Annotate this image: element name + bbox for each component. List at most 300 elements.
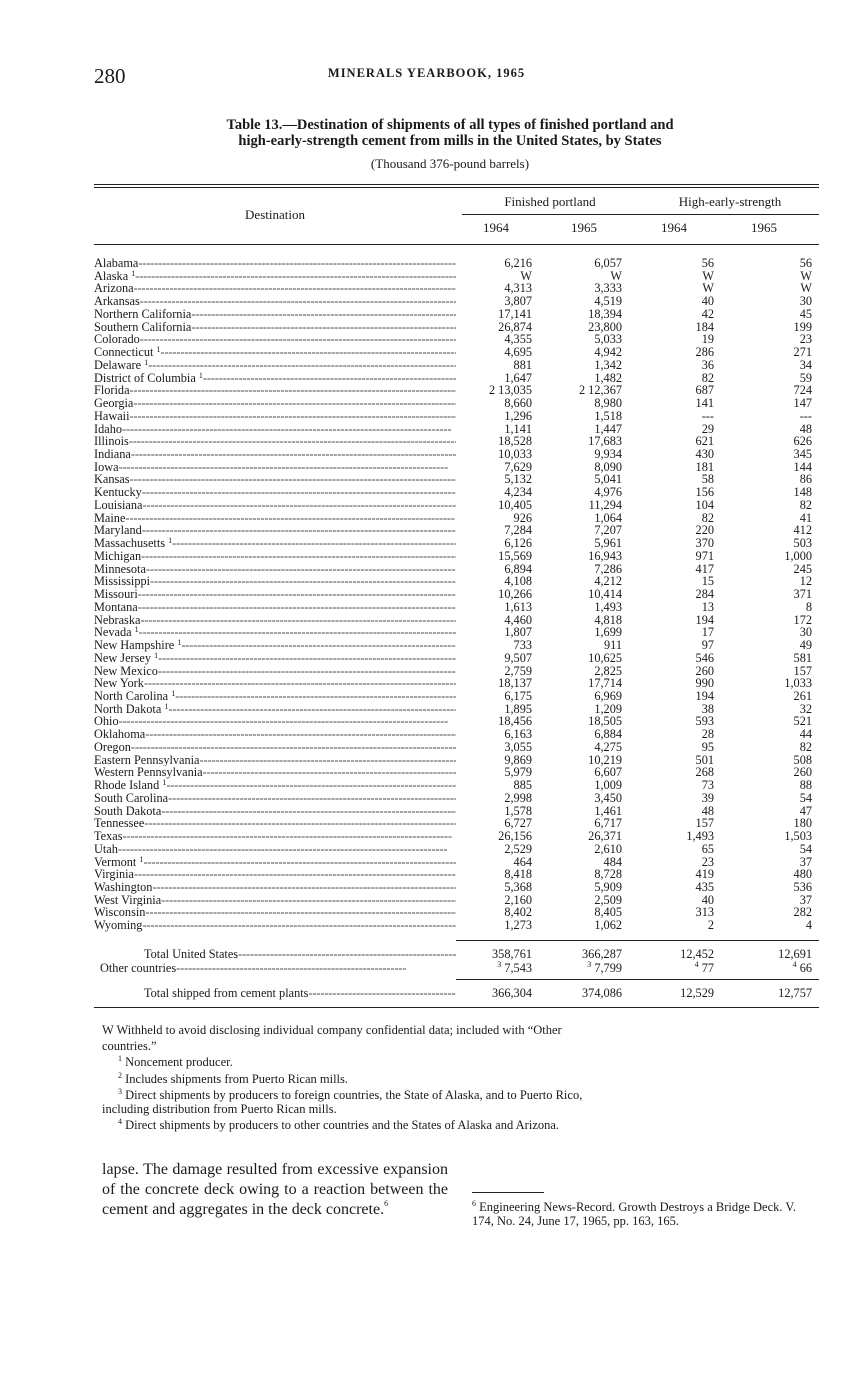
row-value: 926: [513, 510, 532, 525]
row-value: 1,000: [784, 548, 812, 563]
footnote-3-cont: including distribution from Puerto Rican mills.: [102, 1102, 337, 1116]
row-destination: Eastern Pennsylvania - - -: [94, 754, 456, 767]
row-value: 8,405: [594, 905, 622, 920]
row-destination: South Dakota - - -: [94, 805, 456, 818]
total-shipped-value: 12,529: [680, 986, 714, 1000]
group-header-rule: [462, 214, 819, 215]
row-value: 4,275: [594, 739, 622, 754]
row-value: 65: [701, 841, 714, 856]
row-destination: Michigan - - -: [94, 550, 456, 563]
year-header-4: 1965: [751, 220, 777, 235]
row-value: 4: [805, 918, 812, 933]
row-value: 194: [695, 688, 714, 703]
row-value: ---: [799, 408, 812, 423]
row-value: W: [800, 268, 812, 283]
row-value: 6,727: [504, 816, 532, 831]
row-value: 7,284: [504, 523, 532, 538]
row-value: 41: [799, 510, 812, 525]
row-value: 220: [695, 523, 714, 538]
row-value: 95: [701, 739, 714, 754]
footnote-ref: 6: [384, 1199, 389, 1208]
row-value: 626: [793, 434, 812, 449]
row-destination: Mississippi - - -: [94, 575, 456, 588]
other-countries-value: $^3$ 7,799: [587, 960, 622, 975]
row-value: ---: [701, 408, 714, 423]
row-value: 10,033: [498, 447, 532, 462]
row-value: 12: [799, 574, 812, 589]
row-value: 313: [695, 905, 714, 920]
table-row: [94, 359, 819, 372]
row-value: 419: [695, 867, 714, 882]
row-destination: Utah - - -: [94, 843, 456, 856]
row-value: 370: [695, 536, 714, 551]
row-value: 1,518: [594, 408, 622, 423]
group-header-finished-portland: Finished portland: [504, 194, 596, 209]
table-row: [94, 448, 819, 461]
row-value: 15: [701, 574, 714, 589]
row-value: 82: [799, 739, 812, 754]
total-shipped-value: 12,757: [778, 986, 812, 1000]
row-destination: Idaho - - -: [94, 423, 456, 436]
row-value: 1,482: [594, 370, 622, 385]
row-value: W: [702, 281, 714, 296]
row-value: 11,294: [588, 497, 622, 512]
row-value: 59: [799, 370, 812, 385]
row-destination: South Carolina - - -: [94, 792, 456, 805]
table-row: [94, 881, 819, 894]
row-value: 156: [695, 485, 714, 500]
row-value: 282: [793, 905, 812, 920]
table-row: [94, 639, 819, 652]
row-value: W: [800, 281, 812, 296]
row-value: 54: [799, 790, 812, 805]
row-value: 2 13,035: [488, 383, 532, 398]
row-value: 621: [695, 434, 714, 449]
total-shipped-value: 366,304: [492, 986, 532, 1000]
row-value: 199: [793, 319, 812, 334]
row-value: 40: [701, 892, 714, 907]
row-value: 10,625: [588, 650, 622, 665]
row-value: 260: [695, 663, 714, 678]
row-value: 30: [799, 294, 812, 309]
row-destination: Connecticut $^1$ - - -: [94, 346, 456, 359]
row-value: 971: [695, 548, 714, 563]
row-value: 508: [793, 752, 812, 767]
row-destination: Vermont $^1$ - - -: [94, 856, 456, 869]
row-value: 5,909: [594, 879, 622, 894]
row-value: 10,266: [498, 587, 532, 602]
row-value: 5,041: [594, 472, 622, 487]
row-value: 82: [799, 497, 812, 512]
row-value: 480: [793, 867, 812, 882]
table-row: [94, 690, 819, 703]
row-value: 16,943: [588, 548, 622, 563]
row-value: 8,090: [594, 459, 622, 474]
row-value: 42: [701, 306, 714, 321]
row-value: 17,141: [498, 306, 532, 321]
row-value: 3,333: [594, 281, 622, 296]
row-value: 4,695: [504, 345, 532, 360]
row-value: 2,825: [594, 663, 622, 678]
row-value: 464: [513, 854, 532, 869]
row-value: 1,807: [504, 625, 532, 640]
page-number: 280: [94, 64, 126, 88]
total-us-value: 12,691: [778, 947, 812, 961]
total-us-label: Total United States - - -: [144, 947, 456, 962]
row-value: 181: [695, 459, 714, 474]
row-value: 8,660: [504, 396, 532, 411]
row-value: 3,450: [594, 790, 622, 805]
row-value: 194: [695, 612, 714, 627]
row-value: 17,683: [588, 434, 622, 449]
row-value: 417: [695, 561, 714, 576]
row-destination: Iowa - - -: [94, 461, 456, 474]
row-value: 7,629: [504, 459, 532, 474]
row-value: 172: [793, 612, 812, 627]
row-value: 2,610: [594, 841, 622, 856]
row-value: 1,461: [594, 803, 622, 818]
row-value: W: [610, 268, 622, 283]
table-title-line1: Table 13.—Destination of shipments of all types of finished portland and: [226, 117, 674, 133]
row-value: 724: [793, 383, 812, 398]
other-countries-value: $^4$ 77: [694, 960, 714, 975]
row-destination: Western Pennsylvania - - -: [94, 766, 456, 779]
row-destination: Tennessee - - -: [94, 817, 456, 830]
table-bottom-rule: [94, 1007, 819, 1008]
row-value: 10,405: [498, 497, 532, 512]
row-value: 5,368: [504, 879, 532, 894]
row-value: 1,613: [504, 599, 532, 614]
row-value: 435: [695, 879, 714, 894]
table-row: [94, 792, 819, 805]
row-value: 56: [799, 256, 812, 270]
row-value: 1,503: [784, 829, 812, 844]
row-value: 88: [799, 778, 812, 793]
row-destination: Delaware $^1$ - - -: [94, 359, 456, 372]
row-value: 1,209: [594, 701, 622, 716]
row-value: 17: [701, 625, 714, 640]
table-row: [94, 308, 819, 321]
row-value: 268: [695, 765, 714, 780]
row-value: 144: [793, 459, 812, 474]
row-value: 47: [799, 803, 812, 818]
row-value: 885: [513, 778, 532, 793]
row-value: 23: [799, 332, 812, 347]
footnote-2: $^2$ Includes shipments from Puerto Rican mills.: [118, 1071, 349, 1086]
row-value: 15,569: [498, 548, 532, 563]
row-value: 82: [701, 510, 714, 525]
row-value: 271: [793, 345, 812, 360]
row-destination: Arizona - - -: [94, 282, 456, 295]
row-destination: New Jersey $^1$ - - -: [94, 652, 456, 665]
table-row: [94, 537, 819, 550]
row-value: 29: [701, 421, 714, 436]
row-value: 8: [805, 599, 812, 614]
row-value: 687: [695, 383, 714, 398]
row-destination: Washington - - -: [94, 881, 456, 894]
row-value: 261: [793, 688, 812, 703]
row-value: 4,519: [594, 294, 622, 309]
row-destination: Massachusetts $^1$ - - -: [94, 537, 456, 550]
row-value: 1,647: [504, 370, 532, 385]
row-value: 4,355: [504, 332, 532, 347]
row-value: 32: [799, 701, 812, 716]
row-value: 4,818: [594, 612, 622, 627]
footnote-w-cont: countries.”: [102, 1039, 157, 1053]
row-value: 1,342: [594, 357, 622, 372]
table-row: [94, 779, 819, 792]
row-value: 1,273: [504, 918, 532, 933]
row-destination: North Carolina $^1$ - - -: [94, 690, 456, 703]
row-value: 2 12,367: [578, 383, 622, 398]
row-value: 48: [799, 421, 812, 436]
row-value: 6,163: [504, 727, 532, 742]
year-header-2: 1965: [571, 220, 597, 235]
table-row: [94, 741, 819, 754]
row-value: 733: [513, 638, 532, 653]
row-value: 9,507: [504, 650, 532, 665]
row-value: 184: [695, 319, 714, 334]
row-destination: Maryland - - -: [94, 524, 456, 537]
row-value: 501: [695, 752, 714, 767]
row-destination: Ohio - - -: [94, 715, 456, 728]
row-value: 8,728: [594, 867, 622, 882]
row-destination: Virginia - - -: [94, 868, 456, 881]
row-destination: Texas - - -: [94, 830, 456, 843]
row-value: 8,402: [504, 905, 532, 920]
row-value: 990: [695, 676, 714, 691]
table-row: [94, 588, 819, 601]
row-value: 6,057: [594, 256, 622, 270]
row-value: 430: [695, 447, 714, 462]
table-top-rule: [94, 184, 819, 185]
row-value: 5,132: [504, 472, 532, 487]
row-value: 260: [793, 765, 812, 780]
row-destination: North Dakota $^1$ - - -: [94, 703, 456, 716]
table-row: [94, 346, 819, 359]
row-destination: Georgia - - -: [94, 397, 456, 410]
row-value: 503: [793, 536, 812, 551]
row-value: 56: [701, 256, 714, 270]
table-row: [94, 652, 819, 665]
row-value: 1,895: [504, 701, 532, 716]
row-destination: Illinois - - -: [94, 435, 456, 448]
row-value: 536: [793, 879, 812, 894]
row-value: 2,509: [594, 892, 622, 907]
row-value: 40: [701, 294, 714, 309]
row-value: 8,418: [504, 867, 532, 882]
row-value: 38: [701, 701, 714, 716]
row-value: 4,313: [504, 281, 532, 296]
row-value: 881: [513, 357, 532, 372]
row-value: 1,578: [504, 803, 532, 818]
row-value: 34: [799, 357, 812, 372]
row-value: 2,160: [504, 892, 532, 907]
row-value: 141: [695, 396, 714, 411]
row-value: 4,976: [594, 485, 622, 500]
row-value: 18,505: [588, 714, 622, 729]
table-top-rule-2: [94, 187, 819, 188]
row-value: 6,216: [504, 256, 532, 270]
row-value: 30: [799, 625, 812, 640]
row-value: 2,998: [504, 790, 532, 805]
row-value: 6,717: [594, 816, 622, 831]
row-value: 5,979: [504, 765, 532, 780]
total-shipped-label: Total shipped from cement plants - - -: [144, 986, 456, 1001]
row-destination: New Mexico - - -: [94, 665, 456, 678]
row-destination: Louisiana - - -: [94, 499, 456, 512]
table-row: [94, 601, 819, 614]
total-us-value: 12,452: [680, 947, 714, 961]
row-value: 581: [793, 650, 812, 665]
row-value: 39: [701, 790, 714, 805]
table-subtitle: (Thousand 376-pound barrels): [370, 156, 530, 171]
row-destination: Rhode Island $^1$ - - -: [94, 779, 456, 792]
row-value: 36: [701, 357, 714, 372]
row-destination: Maine - - -: [94, 512, 456, 525]
row-value: 23,800: [588, 319, 622, 334]
table-row: [94, 257, 819, 270]
row-value: 2,529: [504, 841, 532, 856]
table-row: [94, 410, 819, 423]
row-value: 4,942: [594, 345, 622, 360]
row-destination: Hawaii - - -: [94, 410, 456, 423]
row-value: 5,033: [594, 332, 622, 347]
row-value: 6,884: [594, 727, 622, 742]
row-value: 19: [701, 332, 714, 347]
group-header-high-early-strength: High-early-strength: [678, 194, 782, 209]
row-value: 45: [799, 306, 812, 321]
row-value: 3,055: [504, 739, 532, 754]
row-destination: Missouri - - -: [94, 588, 456, 601]
row-value: 484: [603, 854, 622, 869]
row-value: 26,874: [498, 319, 532, 334]
row-value: 6,175: [504, 688, 532, 703]
row-value: 1,493: [594, 599, 622, 614]
row-value: 6,894: [504, 561, 532, 576]
other-countries-label: Other countries - - -: [100, 961, 456, 976]
row-value: 911: [604, 638, 622, 653]
table-row: [94, 728, 819, 741]
row-value: 54: [799, 841, 812, 856]
row-destination: Wisconsin - - -: [94, 906, 456, 919]
row-value: 7,207: [594, 523, 622, 538]
table-body: [94, 257, 819, 932]
footnote-1: $^1$ Noncement producer.: [118, 1054, 233, 1069]
footnote-w: W Withheld to avoid disclosing individual company confidential data; included with “Other: [102, 1023, 562, 1037]
row-value: 6,969: [594, 688, 622, 703]
row-value: 86: [799, 472, 812, 487]
table-title-line2: high-early-strength cement from mills in the United States, by States: [238, 133, 662, 149]
row-value: 9,869: [504, 752, 532, 767]
row-destination: Nevada $^1$ - - -: [94, 626, 456, 639]
table-row: [94, 843, 819, 856]
row-value: 521: [793, 714, 812, 729]
row-value: 58: [701, 472, 714, 487]
row-value: 1,296: [504, 408, 532, 423]
footnote-separator: [472, 1192, 544, 1193]
row-value: 26,371: [588, 829, 622, 844]
row-value: 97: [701, 638, 714, 653]
row-value: 17,714: [588, 676, 622, 691]
row-value: 371: [793, 587, 812, 602]
year-header-3: 1964: [661, 220, 687, 235]
row-value: 1,009: [594, 778, 622, 793]
row-value: 9,934: [594, 447, 622, 462]
row-value: 2: [707, 918, 714, 933]
row-destination: West Virginia - - -: [94, 894, 456, 907]
row-value: 157: [793, 663, 812, 678]
table-row: [94, 550, 819, 563]
row-value: 8,980: [594, 396, 622, 411]
row-value: 1,447: [594, 421, 622, 436]
row-value: 5,961: [594, 536, 622, 551]
footnote-4: $^4$ Direct shipments by producers to other countries and the States of Alaska and Arizona.: [118, 1117, 560, 1132]
subtotal-rule: [456, 940, 819, 941]
row-destination: Oregon - - -: [94, 741, 456, 754]
row-value: 13: [701, 599, 714, 614]
table-row: [94, 919, 819, 932]
row-value: 412: [793, 523, 812, 538]
header-bottom-rule: [94, 244, 819, 245]
row-value: 18,456: [498, 714, 532, 729]
total-shipped-value: 374,086: [582, 986, 622, 1000]
row-value: 6,126: [504, 536, 532, 551]
row-destination: Kansas - - -: [94, 473, 456, 486]
other-countries-value: $^3$ 7,543: [497, 960, 532, 975]
row-value: 1,064: [594, 510, 622, 525]
row-value: 26,156: [498, 829, 532, 844]
row-value: 345: [793, 447, 812, 462]
row-destination: Northern California - - -: [94, 308, 456, 321]
row-value: 18,394: [588, 306, 622, 321]
row-value: 10,414: [588, 587, 622, 602]
row-destination: New Hampshire $^1$ - - -: [94, 639, 456, 652]
total-us-value: 366,287: [582, 947, 622, 961]
row-value: 284: [695, 587, 714, 602]
total-rule: [456, 979, 819, 980]
row-value: 48: [701, 803, 714, 818]
row-destination: New York - - -: [94, 677, 456, 690]
running-head: MINERALS YEARBOOK, 1965: [327, 66, 526, 80]
row-value: 104: [695, 497, 714, 512]
row-value: 6,607: [594, 765, 622, 780]
total-us-value: 358,761: [492, 947, 532, 961]
row-value: 18,528: [498, 434, 532, 449]
row-value: 2,759: [504, 663, 532, 678]
row-destination: Florida - - -: [94, 384, 456, 397]
column-header-destination: Destination: [245, 207, 305, 222]
row-value: 1,033: [784, 676, 812, 691]
row-value: 1,493: [686, 829, 714, 844]
year-header-1: 1964: [483, 220, 509, 235]
row-value: 23: [701, 854, 714, 869]
footnote-6: $^6$ Engineering News-Record. Growth Destroys a Bridge Deck. V. 174, No. 24, June 17, 1965, pp. 163, 165.: [472, 1199, 796, 1228]
row-value: 180: [793, 816, 812, 831]
row-destination: District of Columbia $^1$ - - -: [94, 372, 456, 385]
row-value: W: [702, 268, 714, 283]
row-destination: Alaska $^1$ - - -: [94, 270, 456, 283]
row-value: 7,286: [594, 561, 622, 576]
row-value: 28: [701, 727, 714, 742]
row-value: 18,137: [498, 676, 532, 691]
row-value: 157: [695, 816, 714, 831]
row-value: 10,219: [588, 752, 622, 767]
row-value: 82: [701, 370, 714, 385]
row-destination: Colorado - - -: [94, 333, 456, 346]
row-value: 1,141: [504, 421, 532, 436]
table-row: [94, 499, 819, 512]
